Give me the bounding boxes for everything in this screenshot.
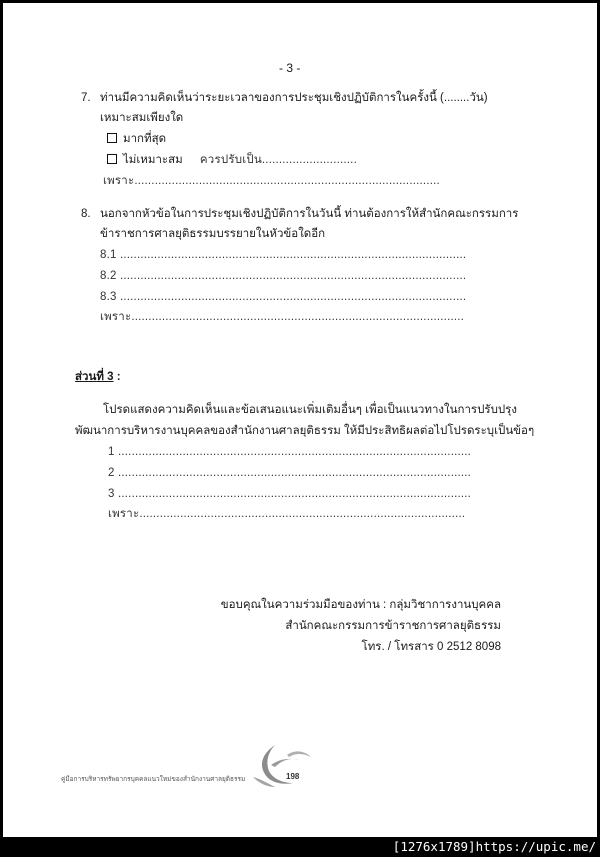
image-watermark: [1276x1789]https://upic.me/ [392,839,596,854]
footer-page-number: 198 [286,772,300,781]
part3-because-field[interactable]: เพราะ................................................................................................ [108,508,466,520]
checkbox-icon[interactable] [107,154,117,164]
q7-option-most[interactable] [107,132,166,146]
office-line: สำนักคณะกรรมการข้าราชการศาลยุติธรรม [285,620,501,632]
q7-line1: ท่านมีความคิดเห็นว่าระยะเวลาของการประชุมเชิงปฏิบัติการในครั้งนี้ (........วัน) [100,92,488,104]
document-page [3,3,597,837]
part3-heading [75,370,121,384]
q8-number: 8. [81,208,91,220]
q7-line2: เหมาะสมเพียงใด [100,112,184,124]
part3-item-1-field[interactable]: 1 ........................................................................................................ [108,446,472,458]
option-label: มากที่สุด [123,133,167,145]
checkbox-icon[interactable] [107,133,117,143]
adjust-to-field[interactable]: ควรปรับเป็น............................ [199,154,357,166]
q8-item-1-field[interactable]: 8.1 ...................................................................................................... [100,249,467,261]
part3-paragraph-line2: พัฒนาการบริหารงานบุคคลของสำนักงานศาลยุติธรรม ให้มีประสิทธิผลต่อไปโปรดระบุเป็นข้อๆ [75,425,535,437]
q7-option-unsuitable[interactable] [107,153,357,167]
part3-heading-label: ส่วนที่ 3 [75,371,114,383]
q7-number: 7. [81,92,91,104]
q8-because-field[interactable]: เพราะ.................................................................................................. [100,311,465,323]
swirl-logo-icon [253,743,323,794]
q8-item-2-field[interactable]: 8.2 ...................................................................................................... [100,270,467,282]
q7-because-field[interactable]: เพราะ.......................................................................................... [103,175,440,187]
phone-fax-line: โทร. / โทรสาร 0 2512 8098 [361,641,501,653]
part3-item-3-field[interactable]: 3 ........................................................................................................ [108,488,472,500]
q8-line1: นอกจากหัวข้อในการประชุมเชิงปฏิบัติการในวันนี้ ท่านต้องการให้สำนักคณะกรรมการ [100,208,519,220]
part3-item-2-field[interactable]: 2 ........................................................................................................ [108,467,472,479]
q8-item-3-field[interactable]: 8.3 ...................................................................................................... [100,291,467,303]
part3-paragraph-line1: โปรดแสดงความคิดเห็นและข้อเสนอแนะเพิ่มเติมอื่นๆ เพื่อเป็นแนวทางในการปรับปรุง [103,404,517,416]
part3-heading-colon: : [113,371,121,383]
option-label: ไม่เหมาะสม [123,154,183,166]
page-number: - 3 - [279,61,301,75]
q8-line2: ข้าราชการศาลยุติธรรมบรรยายในหัวข้อใดอีก [100,228,326,240]
thanks-line: ขอบคุณในความร่วมมือของท่าน : กลุ่มวิชาการงานบุคคล [220,599,501,611]
footer-title: คู่มือการบริหารทรัพยากรบุคคลแนวใหม่ของสำนักงานศาลยุติธรรม [61,776,246,783]
